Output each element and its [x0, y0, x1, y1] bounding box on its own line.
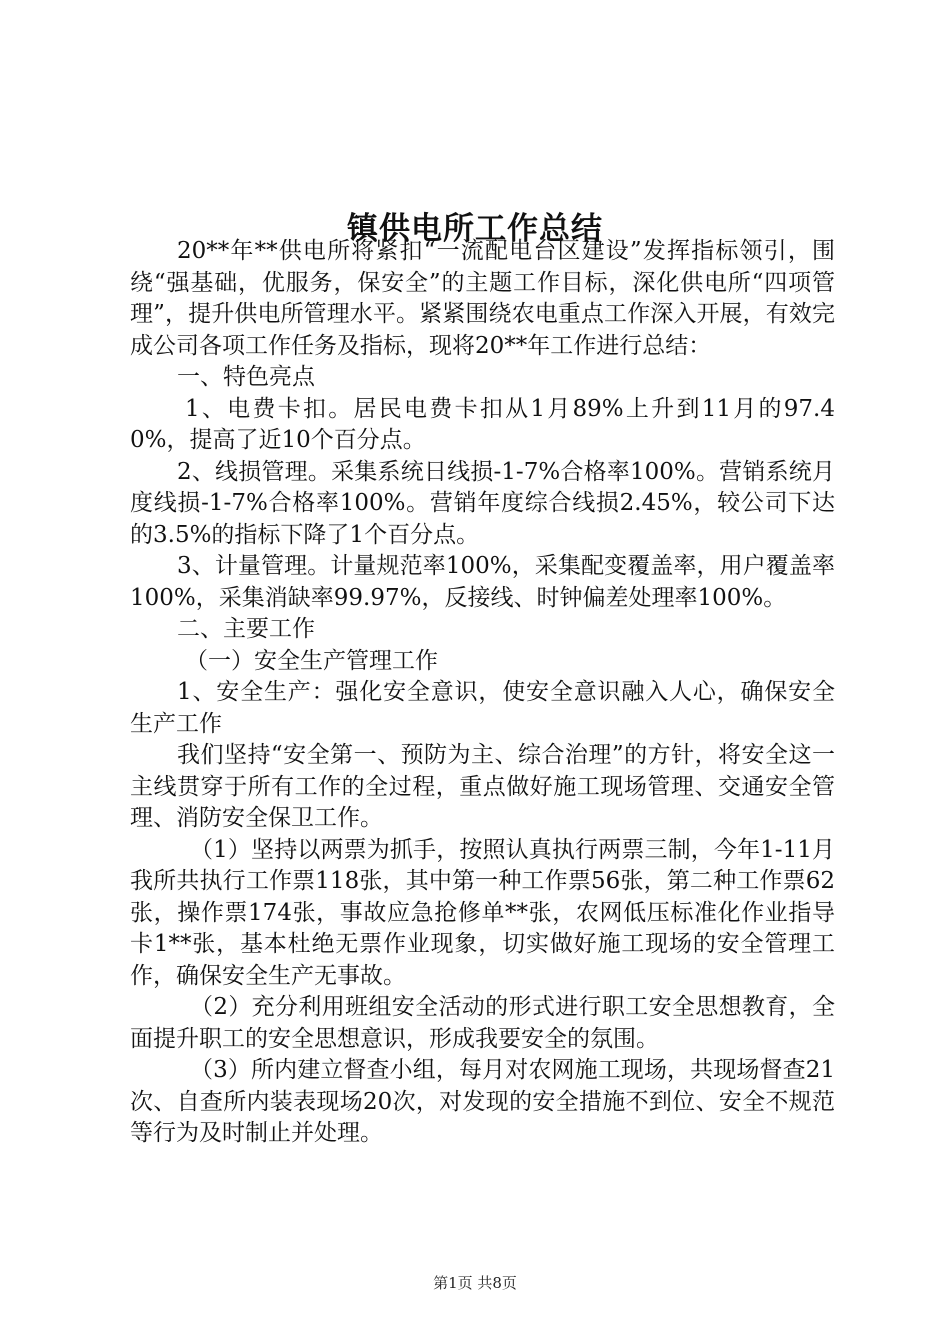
safety-point-work-tickets: （1）坚持以两票为抓手，按照认真执行两票三制，今年1-11月我所共执行工作票118张，其中第一种工作票56张，第二种工作票62张，操作票174张，事故应急抢修单**张，农网低压标准化作业指导卡1**张，基本杜绝无票作业现象，切实做好施工现场的安全管理工作，确保安全生产无事故。 — [130, 836, 835, 989]
document-title: 镇供电所工作总结 — [347, 210, 603, 247]
safety-item-heading: 1、安全生产：强化安全意识，使安全意识融入人心，确保安全生产工作 — [130, 679, 835, 737]
section-heading-main-work: 二、主要工作 — [177, 616, 315, 642]
highlight-item-metering: 3、计量管理。计量规范率100%，采集配变覆盖率，用户覆盖率100%，采集消缺率99.97%，反接线、时钟偏差处理率100%。 — [130, 553, 835, 611]
section-heading-highlights: 一、特色亮点 — [177, 364, 315, 390]
safety-policy-paragraph: 我们坚持“安全第一、预防为主、综合治理”的方针，将安全这一主线贯穿于所有工作的全过程，重点做好施工现场管理、交通安全管理、消防安全保卫工作。 — [130, 742, 835, 831]
page-number: 第1页 共8页 — [433, 1274, 517, 1292]
safety-point-inspection: （3）所内建立督查小组，每月对农网施工现场，共现场督查21次、自查所内装表现场20次，对发现的安全措施不到位、安全不规范等行为及时制止并处理。 — [130, 1057, 835, 1146]
safety-point-education: （2）充分利用班组安全活动的形式进行职工安全思想教育，全面提升职工的安全思想意识，形成我要安全的氛围。 — [130, 994, 835, 1052]
intro-paragraph: 20**年**供电所将紧扣“一流配电台区建设”发挥指标领引，围绕“强基础，优服务，保安全”的主题工作目标，深化供电所“四项管理”，提升供电所管理水平。紧紧围绕农电重点工作深入开展，有效完成公司各项工作任务及指标，现将20**年工作进行总结： — [130, 238, 835, 359]
highlight-item-billing: 1、电费卡扣。居民电费卡扣从1月89%上升到11月的97.40%，提高了近10个百分点。 — [130, 395, 835, 453]
document-body — [130, 236, 835, 1150]
subsection-heading-safety: （一）安全生产管理工作 — [185, 647, 438, 674]
highlight-item-line-loss: 2、线损管理。采集系统日线损-1-7%合格率100%。营销系统月度线损-1-7%合格率100%。营销年度综合线损2.45%，较公司下达的3.5%的指标下降了1个百分点。 — [130, 458, 835, 548]
